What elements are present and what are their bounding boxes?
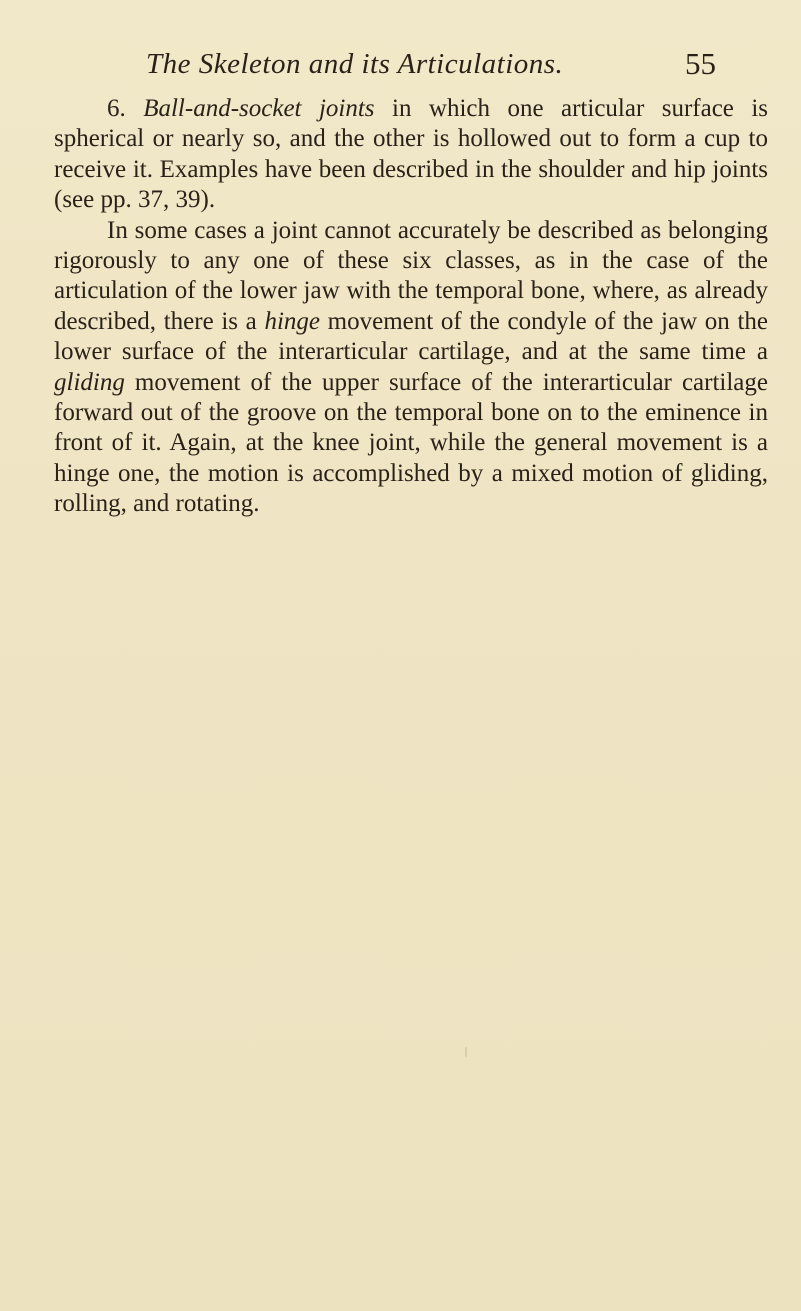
running-title: The Skeleton and its Articulations. — [146, 48, 564, 80]
paragraph-text-part: In some cases a joint cannot accurately be described as belonging rigorously to any one of these six classes, as in the case of the articulation of the lower jaw with the temporal bone, where, as already described, there is a — [54, 216, 768, 335]
paragraph-text-part: movement of the upper surface of the interarticular cartilage forward out of the groove on the temporal bone on to the eminence in front of it. Again, at the knee joint, while the general movement is a hinge one, the motion is accomplished by a mixed motion of gliding, rolling, and rotating. — [54, 368, 768, 518]
page-header — [146, 48, 716, 88]
paragraph-mixed-joints — [54, 216, 768, 520]
paragraph-text-part: movement of the condyle of the jaw on the lower surface of the interarticular cartilage, and at the same time a — [54, 307, 769, 366]
body-text — [54, 94, 768, 520]
paragraph-text: in which one articular surface is spherical or nearly so, and the other is hollowed out to form a cup to receive it. Examples have been described in the shoulder and hip joints (see pp. 37, 39). — [54, 95, 769, 214]
list-number: 6. — [107, 95, 126, 122]
emphasis-gliding: gliding — [54, 368, 125, 396]
page-number: 55 — [685, 46, 716, 81]
emphasis-hinge: hinge — [264, 307, 320, 335]
joint-type-term: Ball-and-socket joints — [143, 95, 375, 122]
paragraph-ball-and-socket — [54, 94, 768, 216]
paper-speck — [465, 1047, 467, 1057]
